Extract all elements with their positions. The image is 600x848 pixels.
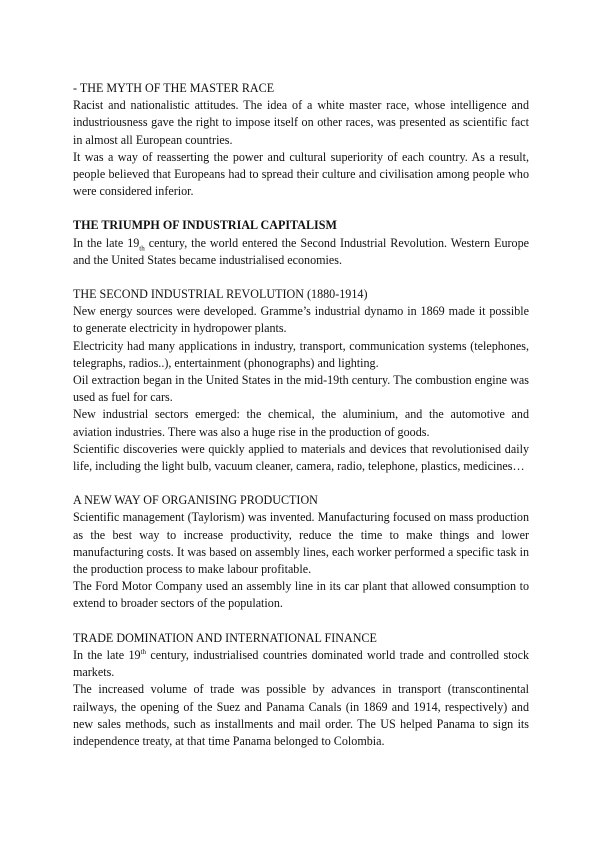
- ordinal-suffix: th: [140, 647, 147, 656]
- spacer: [73, 269, 529, 286]
- paragraph: Scientific management (Taylorism) was invented. Manufacturing focused on mass production as the best way to increase productivity, reduce the time to make things and lower manufacturing costs. It was based on assembly lines, each worker performed a specific task in the production process to make labour profitable.: [73, 510, 529, 577]
- paragraph: Racist and nationalistic attitudes. The idea of a white master race, whose intelligence and industriousness gave the right to impose itself on other races, was presented as scientific fact in almost all European countries.: [73, 98, 529, 147]
- heading-master-race: - THE MYTH OF THE MASTER RACE: [73, 81, 275, 95]
- paragraph: New industrial sectors emerged: the chemical, the aluminium, and the automotive and aviation industries. There was also a huge rise in the production of goods.: [73, 407, 529, 439]
- paragraph: The increased volume of trade was possible by advances in transport (transcontinental railways, the opening of the Suez and Panama Canals (in 1869 and 1914, respectively) and new sales methods, such as installments and mail order. The US helped Panama to sign its independence treaty, at that time Panama belonged to Colombia.: [73, 682, 529, 748]
- paragraph: Scientific discoveries were quickly applied to materials and devices that revolutionised daily life, including the light bulb, vacuum cleaner, camera, radio, telephone, plastics, medicines…: [73, 441, 529, 474]
- section-triumph: [73, 217, 529, 269]
- spacer: [73, 475, 529, 492]
- paragraph: New energy sources were developed. Gramme’s industrial dynamo in 1869 made it possible to generate electricity in hydropower plants.: [73, 304, 529, 336]
- section-second-revolution: [73, 286, 529, 475]
- paragraph: Oil extraction began in the United States in the mid-19th century. The combustion engine was used as fuel for cars.: [73, 373, 529, 405]
- heading-new-way: A NEW WAY OF ORGANISING PRODUCTION: [73, 493, 318, 508]
- ordinal-suffix: th: [139, 244, 145, 253]
- text-run: century, industrialised countries dominated world trade and controlled stock markets.: [73, 647, 529, 680]
- heading-trade: TRADE DOMINATION AND INTERNATIONAL FINANCE: [73, 630, 377, 645]
- section-master-race: [73, 80, 529, 200]
- section-trade: [73, 630, 529, 750]
- paragraph: Electricity had many applications in industry, transport, communication systems (telephones, telegraphs, radios..), entertainment (phonographs) and lighting.: [73, 338, 529, 370]
- paragraph: [73, 235, 529, 269]
- text-run: In the late 19: [73, 235, 140, 250]
- heading-second-revolution: THE SECOND INDUSTRIAL REVOLUTION (1880-1914): [73, 287, 368, 302]
- spacer: [73, 200, 529, 217]
- text-run: In the late 19: [73, 647, 141, 662]
- paragraph: The Ford Motor Company used an assembly line in its car plant that allowed consumption to extend to broader sectors of the population.: [73, 579, 529, 611]
- section-new-way: [73, 492, 529, 612]
- spacer: [73, 613, 529, 630]
- text-run: century, the world entered the Second Industrial Revolution. Western Europe and the United States became industrialised economies.: [73, 235, 529, 267]
- paragraph: [73, 647, 529, 681]
- document-page: [73, 80, 529, 750]
- heading-triumph: THE TRIUMPH OF INDUSTRIAL CAPITALISM: [73, 218, 337, 233]
- paragraph: It was a way of reasserting the power and cultural superiority of each country. As a result, people believed that Europeans had to spread their culture and civilisation among people who were considered inferior.: [73, 149, 529, 199]
